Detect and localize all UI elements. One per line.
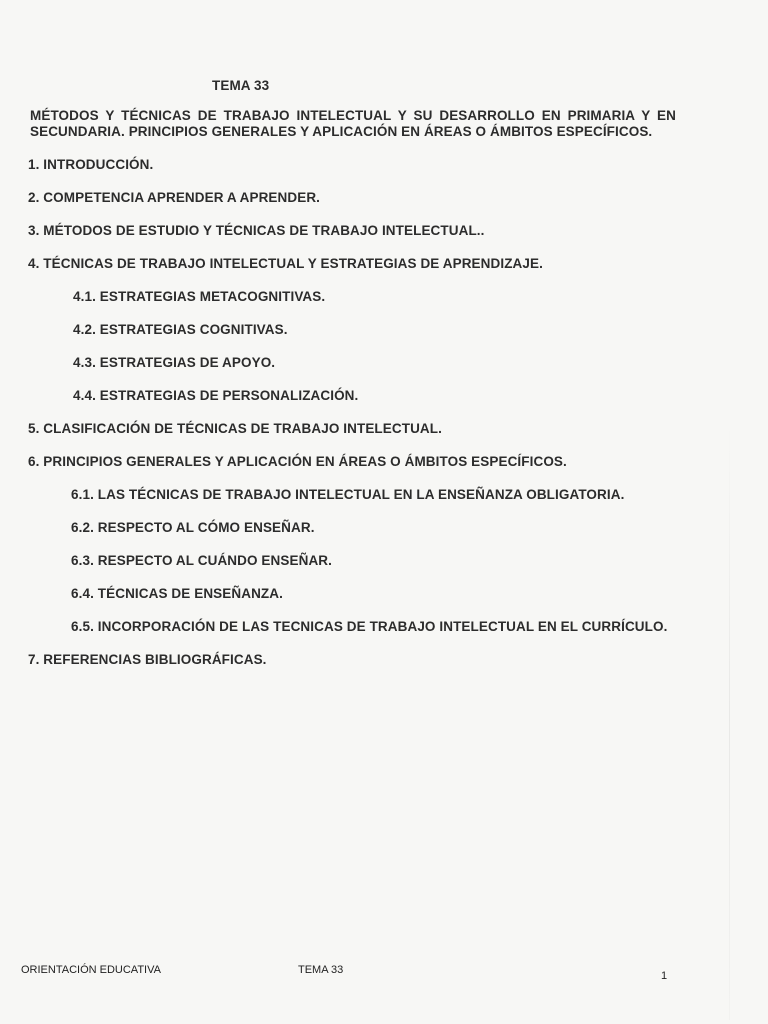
toc-item-4-1: 4.1. ESTRATEGIAS METACOGNITIVAS. [73,289,326,304]
document-content [28,78,676,668]
toc-item-3: 3. MÉTODOS DE ESTUDIO Y TÉCNICAS DE TRABAJO INTELECTUAL.. [28,223,485,238]
footer-tema: TEMA 33 [298,964,344,976]
toc-item-6-1: 6.1. LAS TÉCNICAS DE TRABAJO INTELECTUAL EN LA ENSEÑANZA OBLIGATORIA. [71,487,625,502]
page-number: 1 [661,970,668,982]
footer-subject: ORIENTACIÓN EDUCATIVA [21,964,161,976]
toc-item-4-2: 4.2. ESTRATEGIAS COGNITIVAS. [73,322,288,337]
toc-item-1: 1. INTRODUCCIÓN. [28,157,154,172]
toc-item-6-4: 6.4. TÉCNICAS DE ENSEÑANZA. [71,586,283,601]
toc-item-6-2: 6.2. RESPECTO AL CÓMO ENSEÑAR. [71,520,315,535]
toc-item-4-3: 4.3. ESTRATEGIAS DE APOYO. [73,355,276,370]
toc-item-6: 6. PRINCIPIOS GENERALES Y APLICACIÓN EN ÁREAS O ÁMBITOS ESPECÍFICOS. [28,454,567,469]
toc-item-6-3: 6.3. RESPECTO AL CUÁNDO ENSEÑAR. [71,553,332,568]
toc-item-6-5: 6.5. INCORPORACIÓN DE LAS TECNICAS DE TRABAJO INTELECTUAL EN EL CURRÍCULO. [71,619,668,634]
main-title: MÉTODOS Y TÉCNICAS DE TRABAJO INTELECTUAL Y SU DESARROLLO EN PRIMARIA Y EN SECUNDARIA. PRINCIPIOS GENERALES Y APLICACIÓN EN ÁREAS O ÁMBITOS ESPECÍFICOS. [30,108,676,139]
toc-item-7: 7. REFERENCIAS BIBLIOGRÁFICAS. [28,652,267,667]
toc-item-5: 5. CLASIFICACIÓN DE TÉCNICAS DE TRABAJO INTELECTUAL. [28,421,442,436]
table-of-contents [28,157,676,668]
toc-item-4: 4. TÉCNICAS DE TRABAJO INTELECTUAL Y ESTRATEGIAS DE APRENDIZAJE. [28,256,543,271]
toc-item-2: 2. COMPETENCIA APRENDER A APRENDER. [28,190,321,205]
tema-heading: TEMA 33 [212,78,270,93]
toc-item-4-4: 4.4. ESTRATEGIAS DE PERSONALIZACIÓN. [73,388,359,403]
scan-edge-shadow [729,420,730,1020]
